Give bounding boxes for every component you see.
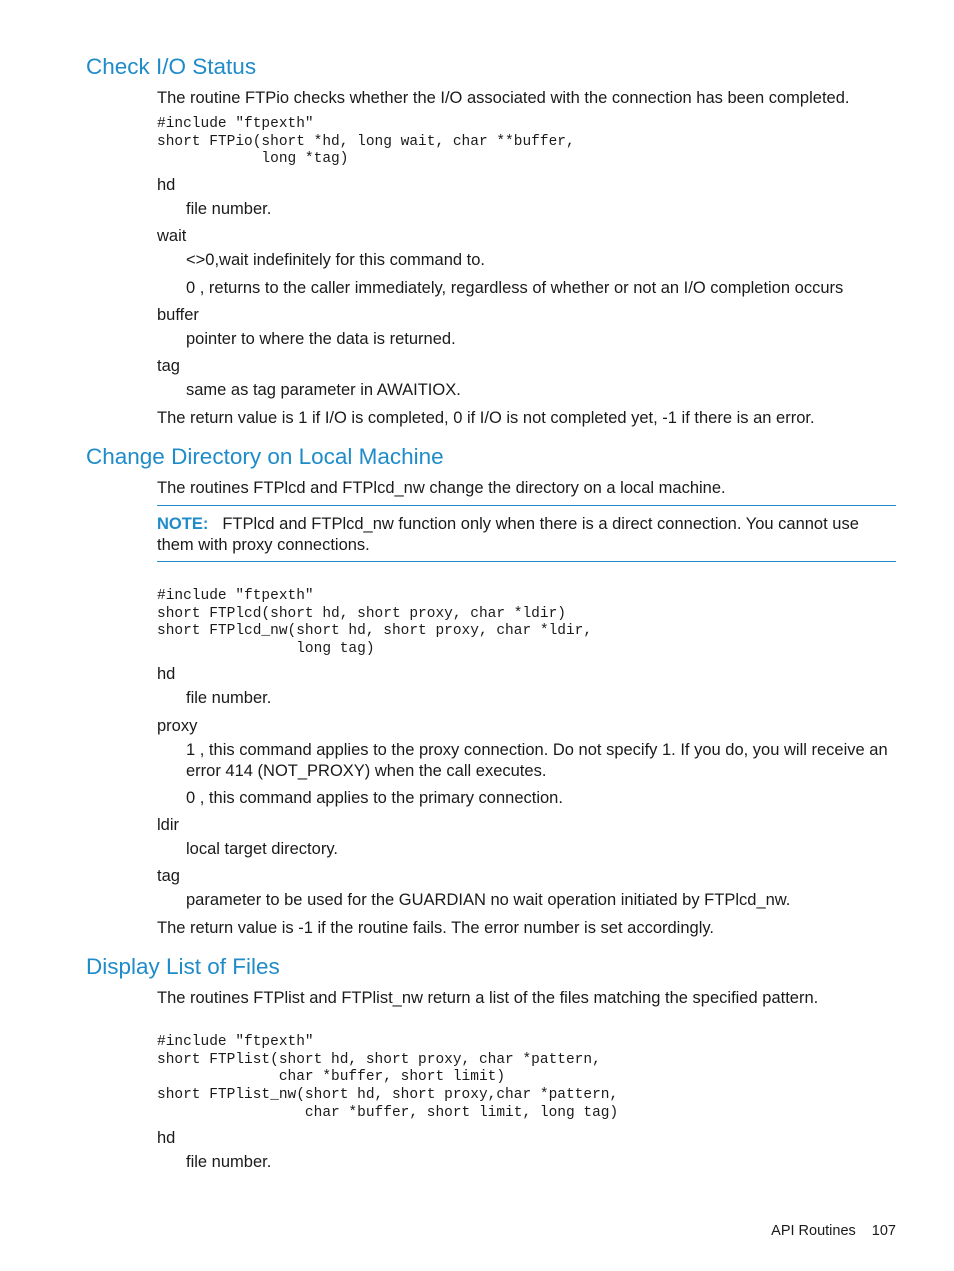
code-block: #include "ftpexth" short FTPio(short *hd, long wait, char **buffer, long *tag)	[157, 116, 575, 168]
param-desc: file number.	[186, 689, 272, 707]
param-desc: <>0,wait indefinitely for this command to.	[186, 251, 485, 269]
note-top-rule	[157, 505, 896, 506]
param-term: hd	[157, 1129, 176, 1147]
return-value-text: The return value is 1 if I/O is completed, 0 if I/O is not completed yet, -1 if there is an error.	[157, 409, 815, 427]
section-intro: The routines FTPlist and FTPlist_nw return a list of the files matching the specified pattern.	[157, 989, 819, 1007]
param-term: proxy	[157, 717, 198, 735]
param-desc: file number.	[186, 1153, 272, 1171]
code-block: #include "ftpexth" short FTPlist(short hd, short proxy, char *pattern, char *buffer, short limit) short FTPlist_nw(short hd, short proxy,char *pattern, char *buffer, short limit, long tag)	[157, 1034, 619, 1121]
param-desc: local target directory.	[186, 840, 338, 858]
param-desc: file number.	[186, 200, 272, 218]
section-intro: The routines FTPlcd and FTPlcd_nw change the directory on a local machine.	[157, 479, 726, 497]
note-bottom-rule	[157, 561, 896, 562]
page-footer	[771, 1223, 896, 1239]
param-term: ldir	[157, 816, 180, 834]
param-term: tag	[157, 867, 180, 885]
param-desc: parameter to be used for the GUARDIAN no wait operation initiated by FTPlcd_nw.	[186, 891, 791, 909]
param-desc: pointer to where the data is returned.	[186, 330, 456, 348]
note-box	[157, 514, 896, 556]
param-term: hd	[157, 665, 176, 683]
code-block: #include "ftpexth" short FTPlcd(short hd, short proxy, char *ldir) short FTPlcd_nw(short hd, short proxy, char *ldir, long tag)	[157, 588, 593, 658]
section-intro: The routine FTPio checks whether the I/O associated with the connection has been completed.	[157, 89, 850, 107]
param-term: tag	[157, 357, 180, 375]
note-text: FTPlcd and FTPlcd_nw function only when there is a direct connection. You cannot use them with proxy connections.	[157, 515, 859, 554]
section-heading-display-list: Display List of Files	[86, 954, 280, 979]
param-desc: same as tag parameter in AWAITIOX.	[186, 381, 461, 399]
param-desc: 1 , this command applies to the proxy connection. Do not specify 1. If you do, you will receive an error 414 (NOT_PROXY) when the call executes.	[186, 741, 888, 780]
note-label: NOTE:	[157, 515, 209, 533]
section-heading-change-directory: Change Directory on Local Machine	[86, 444, 444, 469]
footer-section: API Routines	[771, 1223, 856, 1239]
param-desc: 0 , this command applies to the primary connection.	[186, 789, 563, 807]
param-term: hd	[157, 176, 176, 194]
page-number: 107	[871, 1223, 896, 1239]
param-term: buffer	[157, 306, 199, 324]
param-term: wait	[157, 227, 187, 245]
return-value-text: The return value is -1 if the routine fails. The error number is set accordingly.	[157, 919, 714, 937]
param-desc: 0 , returns to the caller immediately, regardless of whether or not an I/O completion occurs	[186, 279, 844, 297]
section-heading-check-io-status: Check I/O Status	[86, 54, 257, 79]
